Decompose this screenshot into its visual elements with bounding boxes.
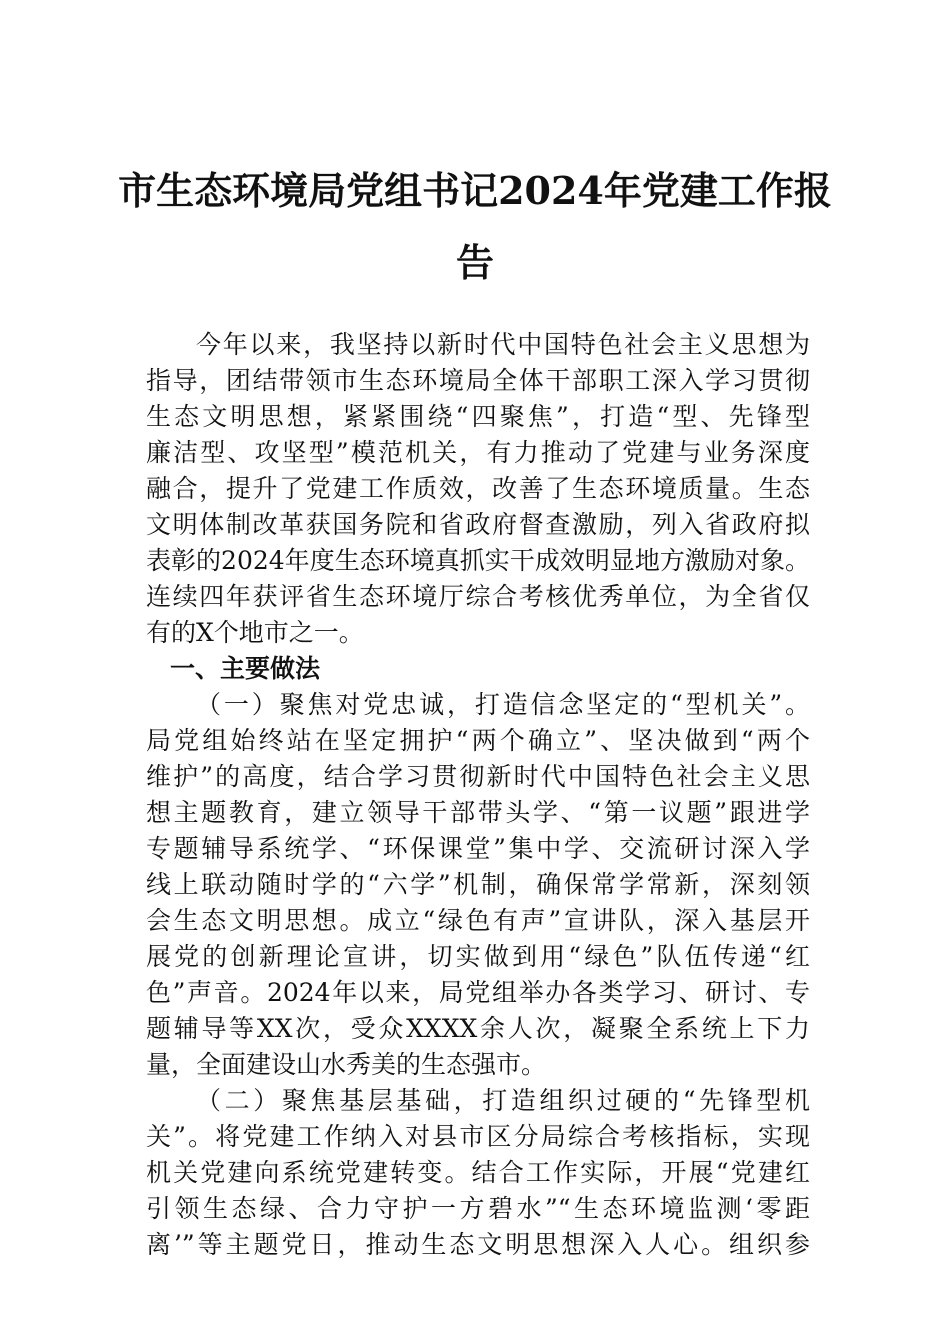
body-text-line: 连续四年获评省生态环境厅综合考核优秀单位，为全省仅 (146, 582, 810, 611)
body-text-line: 离’”等主题党日，推动生态文明思想深入人心。组织参 (146, 1230, 810, 1259)
body-text-line: 量，全面建设山水秀美的生态强市。 (146, 1050, 547, 1079)
body-text-line: 想主题教育，建立领导干部带头学、“第一议题”跟进学 (146, 798, 810, 827)
body-text-line: 机关党建向系统党建转变。结合工作实际，开展“党建红 (146, 1158, 810, 1187)
body-text-line: 关”。将党建工作纳入对县市区分局综合考核指标，实现 (146, 1122, 810, 1151)
body-text-line: 指导，团结带领市生态环境局全体干部职工深入学习贯彻 (146, 366, 810, 395)
body-text-line: 融合，提升了党建工作质效，改善了生态环境质量。生态 (146, 474, 810, 503)
body-text-line: 生态文明思想，紧紧围绕“四聚焦”，打造“型、先锋型 (146, 402, 810, 431)
body-text-line: 展党的创新理论宣讲，切实做到用“绿色”队伍传递“红 (146, 942, 810, 971)
body-text-line: 廉洁型、攻坚型”模范机关，有力推动了党建与业务深度 (146, 438, 810, 467)
body-text-line: 专题辅导系统学、“环保课堂”集中学、交流研讨深入学 (146, 834, 810, 863)
body-text-line: 会生态文明思想。成立“绿色有声”宣讲队，深入基层开 (146, 906, 810, 935)
body-text-line: 有的X个地市之一。 (146, 618, 364, 647)
body-text-line: 维护”的高度，结合学习贯彻新时代中国特色社会主义思 (146, 762, 810, 791)
body-text-line: 线上联动随时学的“六学”机制，确保常学常新，深刻领 (146, 870, 810, 899)
subsection-heading-line: （二）聚焦基层基础，打造组织过硬的“先锋型机 (196, 1086, 810, 1115)
subsection-heading-line: （一）聚焦对党忠诚，打造信念坚定的“型机关”。 (196, 690, 810, 719)
body-text-line: 引领生态绿、合力守护一方碧水”“生态环境监测‘零距 (146, 1194, 810, 1223)
body-text-line: 局党组始终站在坚定拥护“两个确立”、坚决做到“两个 (146, 726, 810, 755)
body-text-line: 表彰的2024年度生态环境真抓实干成效明显地方激励对象。 (146, 546, 810, 575)
body-text-line: 文明体制改革获国务院和省政府督查激励，列入省政府拟 (146, 510, 810, 539)
body-text-line: 题辅导等XX次，受众XXXX余人次，凝聚全系统上下力 (146, 1014, 810, 1043)
body-text-line: 今年以来，我坚持以新时代中国特色社会主义思想为 (196, 330, 810, 359)
document-title-line-1: 市生态环境局党组书记2024年党建工作报 (118, 168, 832, 213)
document-title-line-2: 告 (455, 240, 494, 285)
body-text-line: 色”声音。2024年以来，局党组举办各类学习、研讨、专 (146, 978, 810, 1007)
section-heading: 一、主要做法 (170, 654, 321, 683)
